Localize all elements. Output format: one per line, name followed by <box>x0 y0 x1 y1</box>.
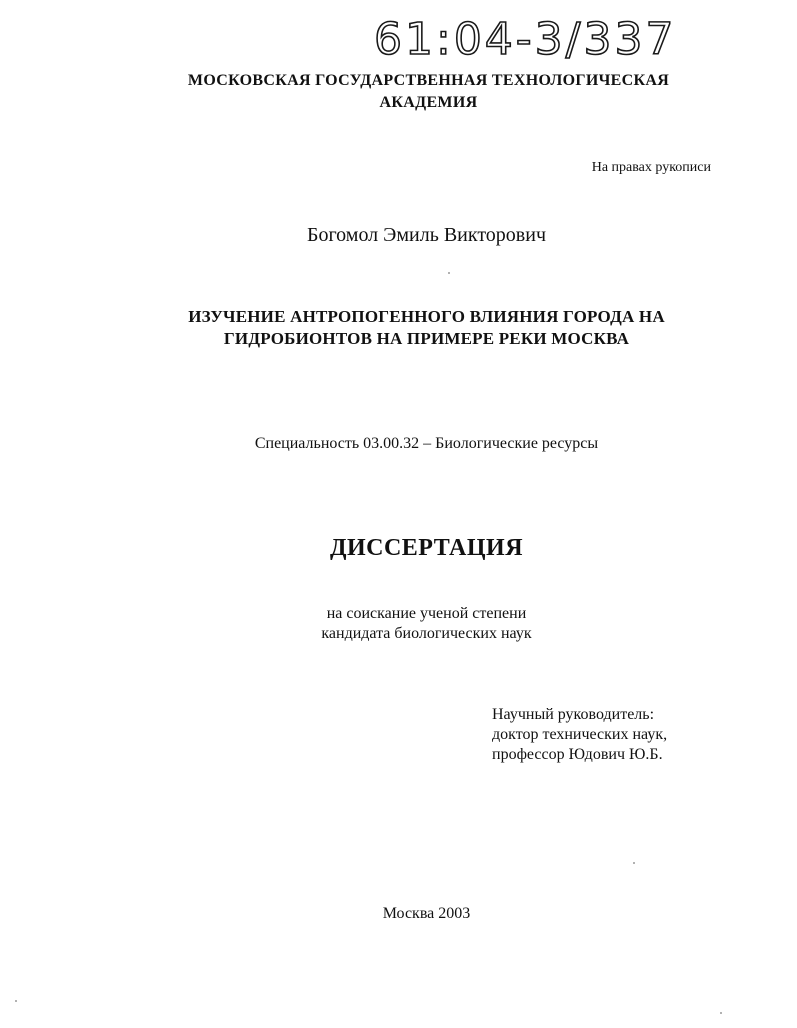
city-and-year: Москва 2003 <box>382 905 471 922</box>
call-number-text: 61:04-3/337 <box>374 14 677 65</box>
degree-line1: на соискание ученой степени <box>326 605 527 622</box>
author-name: Богомол Эмиль Викторович <box>306 224 547 246</box>
institution-name-line1: МОСКОВСКАЯ ГОСУДАРСТВЕННАЯ ТЕХНОЛОГИЧЕСКАЯ <box>187 72 670 89</box>
dissertation-title-line2: ГИДРОБИОНТОВ НА ПРИМЕРЕ РЕКИ МОСКВА <box>223 329 630 348</box>
call-number-svg <box>370 8 700 66</box>
scan-speck <box>448 272 450 274</box>
dissertation-title-line1: ИЗУЧЕНИЕ АНТРОПОГЕННОГО ВЛИЯНИЯ ГОРОДА НА <box>188 307 665 326</box>
scan-speck <box>633 862 635 864</box>
institution-name-line2: АКАДЕМИЯ <box>379 94 478 111</box>
document-type-heading: ДИССЕРТАЦИЯ <box>329 535 524 561</box>
scan-speck <box>15 1000 17 1002</box>
specialty-line: Специальность 03.00.32 – Биологические ресурсы <box>254 435 599 452</box>
manuscript-rights-notice: На правах рукописи <box>591 160 711 175</box>
scan-speck <box>720 1012 722 1014</box>
advisor-degree: доктор технических наук, <box>492 726 668 743</box>
advisor-label: Научный руководитель: <box>492 706 655 723</box>
handwritten-call-number <box>370 8 700 66</box>
advisor-name: профессор Юдович Ю.Б. <box>492 746 663 763</box>
degree-line2: кандидата биологических наук <box>321 625 532 642</box>
